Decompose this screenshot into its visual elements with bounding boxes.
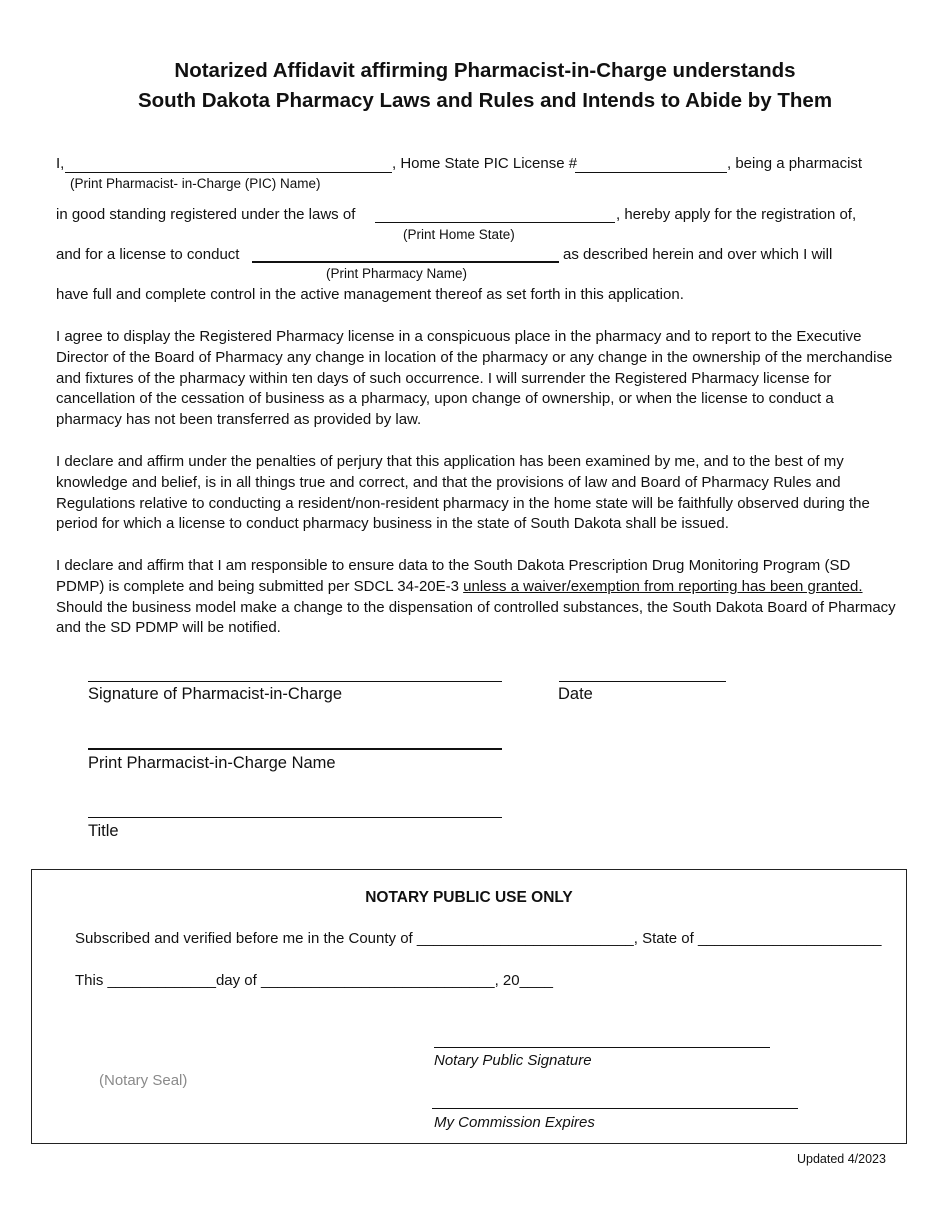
pic-signature-label: Signature of Pharmacist-in-Charge	[88, 685, 343, 703]
notary-signature-line[interactable]	[434, 1047, 770, 1048]
pharmacy-name-caption: (Print Pharmacy Name)	[326, 266, 468, 281]
pic-signature-line[interactable]	[88, 681, 502, 682]
pic-license-field[interactable]	[575, 172, 727, 173]
row2-suffix: , hereby apply for the registration of,	[616, 206, 857, 223]
pharmacy-name-field[interactable]	[252, 261, 559, 263]
paragraph-3-end: Should the business model make a change to the dispensation of controlled substances, the South Dakota Board of Pharmacy and the SD PDMP will be notified.	[56, 598, 896, 637]
commission-expires-line[interactable]	[432, 1108, 798, 1109]
paragraph-1-text: I agree to display the Registered Pharmacy license in a conspicuous place in the pharmacy and to report to the Executive Director of the Board of Pharmacy any change in location of the pharmacy or any change in the ownership of the merchandise and fixtures of the pharmacy within ten days of such occurrence. I will surrender the Registered Pharmacy license for cancellation of the cessation of business as a pharmacy, upon change of ownership, or when the license to conduct a pharmacy has not been transferred as provided by law.	[56, 328, 893, 429]
row3-suffix: as described herein and over which I will	[563, 246, 833, 263]
row3-prefix: and for a license to conduct	[56, 246, 240, 263]
notary-signature-label: Notary Public Signature	[434, 1052, 592, 1069]
paragraph-display-license	[56, 327, 898, 431]
home-state-field[interactable]	[375, 222, 615, 223]
notary-county-state-line[interactable]: Subscribed and verified before me in the County of __________________________, State of ______________________	[75, 930, 882, 947]
notary-heading: NOTARY PUBLIC USE ONLY	[365, 889, 573, 906]
commission-expires-label: My Commission Expires	[434, 1114, 595, 1131]
row1-prefix: I,	[56, 155, 65, 172]
row2-prefix: in good standing registered under the laws of	[56, 206, 356, 223]
pic-name-caption: (Print Pharmacist- in-Charge (PIC) Name)	[70, 176, 321, 191]
notary-section	[31, 869, 907, 1144]
notary-date-line[interactable]: This _____________day of ____________________________, 20____	[75, 972, 553, 989]
paragraph-3-underlined: unless a waiver/exemption from reporting has been granted.	[463, 577, 863, 595]
paragraph-3-start: I declare and affirm that I am responsible to ensure data to the South Dakota Prescription Drug Monitoring Program (SD PDMP) is complete and being submitted per SDCL 34-20E-3	[56, 557, 851, 595]
row4-text: have full and complete control in the active management thereof as set forth in this application.	[56, 286, 684, 303]
date-line[interactable]	[559, 681, 726, 682]
title-label: Title	[88, 822, 119, 840]
date-label: Date	[558, 685, 593, 703]
row1-suffix: , being a pharmacist	[727, 155, 863, 172]
row1-mid: , Home State PIC License #	[392, 155, 578, 172]
print-pic-name-line[interactable]	[88, 748, 502, 750]
pic-name-field[interactable]	[65, 172, 392, 173]
print-pic-name-label: Print Pharmacist-in-Charge Name	[88, 754, 336, 772]
paragraph-2-text: I declare and affirm under the penalties of perjury that this application has been examined by me, and to the best of my knowledge and belief, is in all things true and correct, and that the provisions of law and Board of Pharmacy Rules and Regulations relative to conducting a resident/non-resident pharmacy in the home state will be faithfully observed during the period for which a license to conduct pharmacy business in the state of South Dakota shall be issued.	[56, 453, 870, 533]
notary-seal-placeholder: (Notary Seal)	[99, 1072, 188, 1089]
page-title-line-1: Notarized Affidavit affirming Pharmacist-in-Charge understands	[174, 59, 796, 82]
updated-date: Updated 4/2023	[797, 1152, 886, 1166]
home-state-caption: (Print Home State)	[403, 227, 515, 242]
paragraph-perjury	[56, 452, 898, 535]
page-title-line-2: South Dakota Pharmacy Laws and Rules and Intends to Abide by Them	[137, 89, 833, 112]
paragraph-pdmp	[56, 556, 898, 639]
title-line[interactable]	[88, 817, 502, 818]
